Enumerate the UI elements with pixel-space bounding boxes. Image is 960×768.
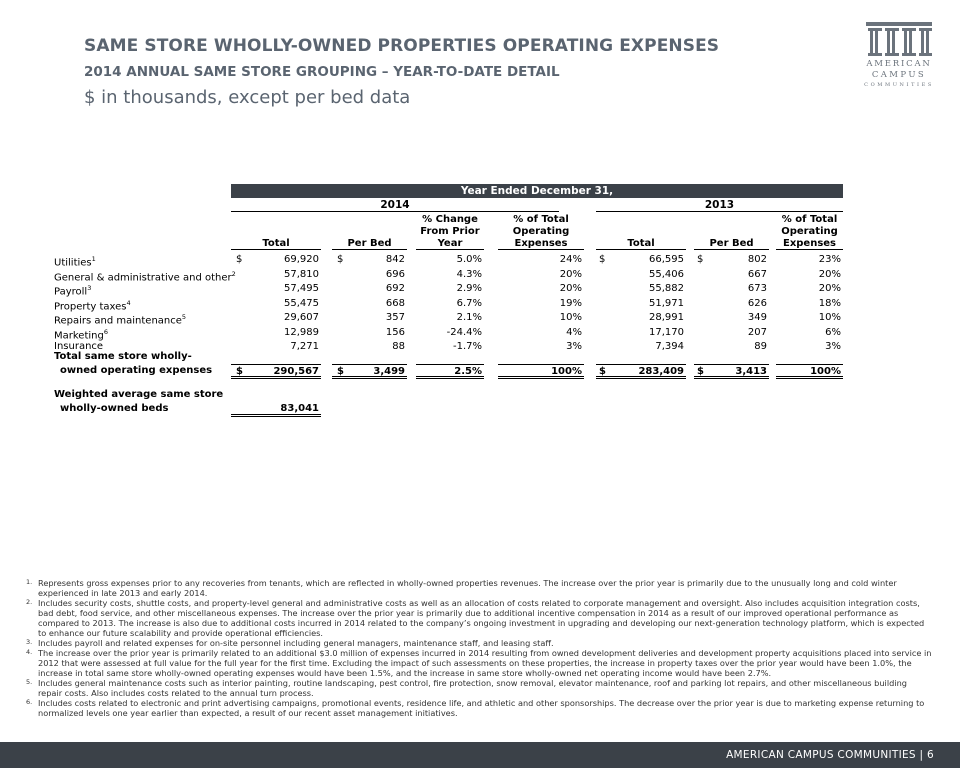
currency-symbol: $ bbox=[236, 366, 243, 377]
row-label: General & administrative and other$^2$ bbox=[54, 269, 236, 283]
row-label: Marketing$^6$ bbox=[54, 327, 108, 341]
table-row bbox=[50, 252, 845, 267]
footnote-text: Includes payroll and related expenses for on-site personnel including general managers, maintenance staff, and leasing staff. bbox=[38, 638, 554, 648]
currency-symbol: $ bbox=[697, 366, 704, 377]
year-header-2013: 2013 bbox=[596, 199, 843, 212]
pct-2013-cell: 20% bbox=[818, 268, 841, 280]
change-cell: -1.7% bbox=[452, 341, 482, 352]
footnote-number: 1. bbox=[26, 578, 33, 586]
change-cell: 6.7% bbox=[456, 297, 482, 309]
table-row bbox=[50, 296, 845, 311]
footnote-number: 5. bbox=[26, 678, 33, 686]
total-row bbox=[50, 350, 845, 380]
total-2013-cell: 55,406 bbox=[649, 268, 684, 280]
row-label: Insurance bbox=[54, 341, 104, 352]
table-row bbox=[50, 281, 845, 296]
logo-text-line1: AMERICAN bbox=[866, 59, 932, 69]
beds-row bbox=[50, 388, 845, 418]
total-change-value: 2.5% bbox=[454, 366, 482, 377]
change-cell: 2.1% bbox=[456, 312, 482, 323]
footer-bar bbox=[0, 742, 960, 768]
total-2014-value: 290,567 bbox=[273, 366, 319, 377]
logo-text-line3: COMMUNITIES bbox=[864, 82, 934, 88]
footnote-text: The increase over the prior year is primarily related to an additional $3.0 million of expenses incurred in 2014 resulting from owned development deliveries and development property acquisitions placed into service in 2012 that were assessed at full value for the full year for the first time. Excluding the impact of such assessments on these properties, the increase in property taxes over the prior year would have been 1.0%, the increase in total same store wholly-owned operating expenses would have been 1.5%, and the increase in same store wholly-owned net operating income would have been 2.7%. bbox=[38, 648, 932, 678]
col-header-perbed-2013: Per Bed bbox=[694, 214, 769, 250]
pct-2013-cell: 6% bbox=[825, 326, 841, 338]
perbed-2014-cell: 842 bbox=[385, 254, 405, 265]
currency-symbol: $ bbox=[337, 366, 344, 377]
total-2013-cell: 7,394 bbox=[655, 341, 684, 352]
footnote-ref: 6 bbox=[103, 327, 108, 336]
pct-2013-cell: 3% bbox=[825, 341, 841, 352]
footnote-ref: 1 bbox=[91, 255, 96, 263]
perbed-2013-cell: 673 bbox=[747, 283, 767, 294]
pct-2014-cell: 20% bbox=[559, 268, 582, 280]
perbed-2014-cell: 357 bbox=[385, 312, 405, 323]
footnote-text: Includes costs related to electronic and print advertising campaigns, promotional events, residence life, and athletic and other sponsorships. The decrease over the prior year is due to marketing expense returning to normalized levels one year earlier than expected, a result of our recent asset management initiatives. bbox=[38, 698, 925, 718]
col-header-pct-2014: % of Total Operating Expenses bbox=[498, 214, 584, 250]
footnote-text: Includes general maintenance costs such as interior painting, routine landscaping, pest control, fire protection, snow removal, elevator maintenance, roof and parking lot repairs, and other miscellaneous building repair costs. Also includes costs related to the annual turn process. bbox=[38, 678, 907, 698]
perbed-2013-cell: 667 bbox=[747, 268, 767, 280]
perbed-2014-cell: 88 bbox=[392, 341, 405, 352]
change-cell: 4.3% bbox=[456, 268, 482, 280]
perbed-2013-cell: 626 bbox=[747, 297, 767, 309]
perbed-2014-cell: 696 bbox=[385, 268, 405, 280]
total-2013-value: 283,409 bbox=[638, 366, 684, 377]
col-header-pct-2013: % of Total Operating Expenses bbox=[776, 214, 843, 250]
total-2013-cell: 55,882 bbox=[649, 283, 684, 294]
footnote-number: 6. bbox=[26, 698, 33, 706]
col-header-change: % Change From Prior Year bbox=[416, 214, 484, 250]
col-header-total-2013: Total bbox=[596, 214, 686, 250]
footer-text: AMERICAN CAMPUS COMMUNITIES | 6 bbox=[726, 749, 934, 761]
total-pct-2014-value: 100% bbox=[551, 366, 582, 377]
row-label: Payroll$^3$ bbox=[54, 284, 92, 298]
col-header-perbed-2014: Per Bed bbox=[332, 214, 407, 250]
footnote-ref: 3 bbox=[87, 284, 92, 292]
year-header-2014: 2014 bbox=[231, 199, 559, 212]
row-label: Repairs and maintenance$^5$ bbox=[54, 313, 187, 327]
footnote-ref: 5 bbox=[181, 313, 187, 321]
total-pct-2013-value: 100% bbox=[810, 366, 841, 377]
footnote-number: 3. bbox=[26, 638, 33, 646]
col-header-total-2014: Total bbox=[231, 214, 321, 250]
footnote bbox=[26, 698, 932, 718]
footnotes bbox=[26, 578, 932, 718]
total-2014-cell: 12,989 bbox=[284, 326, 319, 338]
perbed-2013-cell: 207 bbox=[747, 326, 767, 338]
change-cell: 2.9% bbox=[456, 283, 482, 294]
total-2014-cell: 57,810 bbox=[284, 268, 319, 280]
change-cell: -24.4% bbox=[446, 326, 482, 338]
total-2013-cell: 28,991 bbox=[649, 312, 684, 323]
pct-2013-cell: 10% bbox=[818, 312, 841, 323]
pct-2014-cell: 10% bbox=[559, 312, 582, 323]
currency-symbol: $ bbox=[697, 254, 704, 265]
units-note: $ in thousands, except per bed data bbox=[84, 87, 411, 108]
total-2014-cell: 69,920 bbox=[284, 254, 319, 265]
footnote bbox=[26, 598, 932, 638]
total-row-label: Total same store wholly- owned operating expenses bbox=[54, 351, 213, 376]
table-row bbox=[50, 325, 845, 340]
total-perbed-2014-value: 3,499 bbox=[373, 366, 405, 377]
total-2014-cell: 29,607 bbox=[284, 312, 319, 323]
total-2014-cell: 57,495 bbox=[284, 283, 319, 294]
footnote-ref: 2 bbox=[231, 269, 236, 278]
pct-2014-cell: 24% bbox=[559, 254, 582, 265]
footnote bbox=[26, 638, 932, 648]
footnote-text: Represents gross expenses prior to any recoveries from tenants, which are reflected in wholly-owned properties revenues. The increase over the prior year is primarily due to the unusually long and cold winter experienced in late 2013 and early 2014. bbox=[38, 578, 897, 598]
row-label: Property taxes$^4$ bbox=[54, 298, 131, 312]
total-2013-cell: 17,170 bbox=[649, 326, 684, 338]
pct-2014-cell: 20% bbox=[559, 283, 582, 294]
footnote-number: 4. bbox=[26, 648, 33, 656]
logo-text-line2: CAMPUS bbox=[871, 70, 927, 80]
currency-symbol: $ bbox=[599, 254, 606, 265]
page-subtitle: 2014 ANNUAL SAME STORE GROUPING – YEAR-TO-DATE DETAIL bbox=[84, 64, 560, 80]
pct-2013-cell: 23% bbox=[818, 254, 841, 265]
pct-2014-cell: 3% bbox=[566, 341, 582, 352]
total-2013-cell: 51,971 bbox=[649, 297, 684, 309]
change-cell: 5.0% bbox=[456, 254, 482, 265]
pct-2013-cell: 20% bbox=[818, 283, 841, 294]
footnote-text: Includes security costs, shuttle costs, and property-level general and administrative costs as well as an allocation of costs related to corporate management and oversight. Also includes acquisition integration costs, bad debt, food service, and other miscellaneous expenses. The increase over the prior year is primarily due to additional incentive compensation in 2014 as a result of our improved operational performance as compared to 2013. The increase is also due to additional costs incurred in 2014 related to the company’s ongoing investment in upgrading and developing our next-generation technology platform, which is expected to enhance our future scalability and provide operational efficiencies. bbox=[38, 598, 925, 638]
currency-symbol: $ bbox=[599, 366, 606, 377]
perbed-2013-cell: 89 bbox=[754, 341, 767, 352]
footnote bbox=[26, 578, 932, 598]
footnote-ref: 4 bbox=[126, 298, 131, 307]
perbed-2014-cell: 156 bbox=[385, 326, 405, 338]
perbed-2013-cell: 349 bbox=[747, 312, 767, 323]
beds-row-label: Weighted average same store wholly-owned beds bbox=[54, 389, 224, 414]
footnote bbox=[26, 648, 932, 678]
total-2013-cell: 66,595 bbox=[649, 254, 684, 265]
currency-symbol: $ bbox=[337, 254, 344, 265]
perbed-2014-cell: 692 bbox=[385, 283, 405, 294]
table-row bbox=[50, 310, 845, 325]
currency-symbol: $ bbox=[236, 254, 243, 265]
pct-2013-cell: 18% bbox=[818, 297, 841, 309]
row-label: Utilities$^1$ bbox=[54, 255, 96, 269]
table-row bbox=[50, 267, 845, 282]
footnote-number: 2. bbox=[26, 598, 33, 606]
footnote bbox=[26, 678, 932, 698]
pct-2014-cell: 4% bbox=[566, 326, 582, 338]
page-title: SAME STORE WHOLLY-OWNED PROPERTIES OPERATING EXPENSES bbox=[84, 36, 720, 56]
perbed-2014-cell: 668 bbox=[385, 297, 405, 309]
total-2014-cell: 7,271 bbox=[290, 341, 319, 352]
perbed-2013-cell: 802 bbox=[747, 254, 767, 265]
pct-2014-cell: 19% bbox=[559, 297, 582, 309]
beds-value: 83,041 bbox=[280, 403, 319, 414]
total-perbed-2013-value: 3,413 bbox=[735, 366, 767, 377]
table-band-header: Year Ended December 31, bbox=[231, 184, 843, 198]
total-2014-cell: 55,475 bbox=[284, 297, 319, 309]
